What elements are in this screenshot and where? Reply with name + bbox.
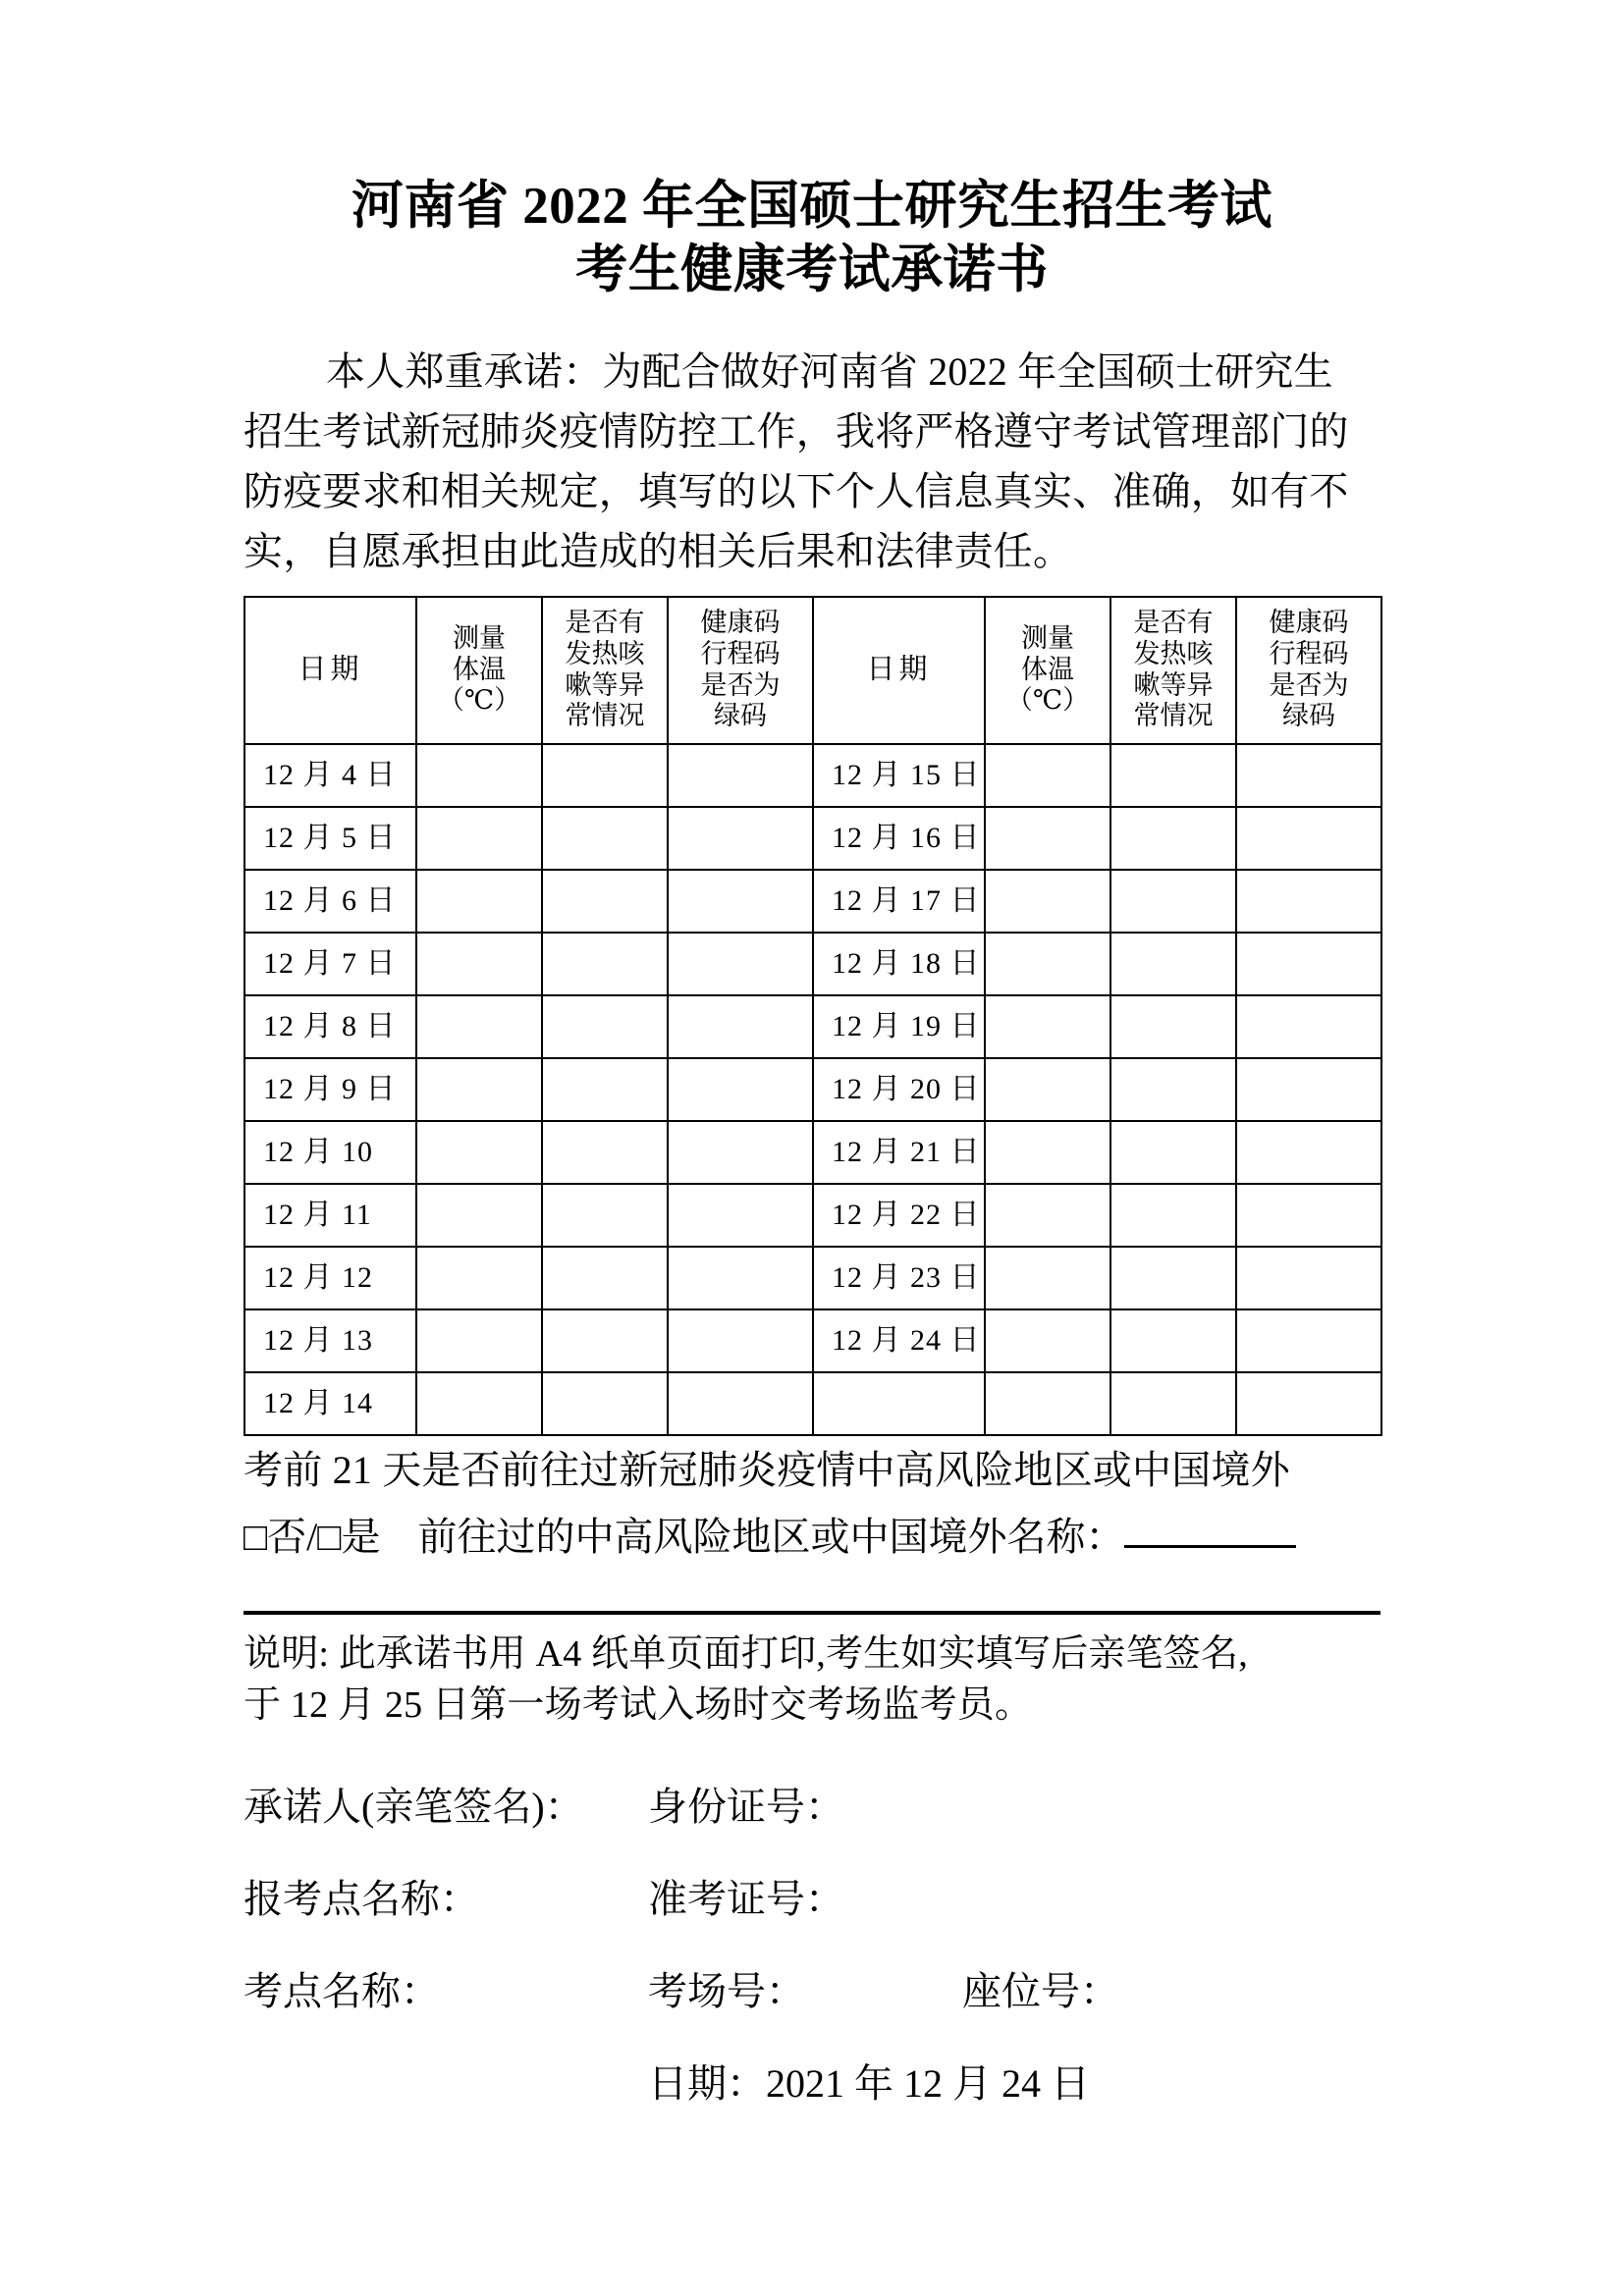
cell-healthcode-right[interactable] [1236, 1121, 1381, 1184]
intro-line-4: 实，自愿承担由此造成的相关后果和法律责任。 [244, 528, 1073, 573]
cell-symptoms-left[interactable] [542, 744, 668, 807]
cell-date-right: 12 月 23 日 [813, 1247, 985, 1309]
cell-symptoms-right[interactable] [1110, 744, 1236, 807]
cell-date-right: 12 月 17 日 [813, 870, 985, 933]
table-row [244, 1121, 1381, 1184]
table-row [244, 1058, 1381, 1121]
cell-date-right: 12 月 24 日 [813, 1309, 985, 1372]
travel-name-input[interactable] [1124, 1544, 1296, 1548]
cell-temp-right[interactable] [985, 1121, 1110, 1184]
cell-symptoms-left[interactable] [542, 1247, 668, 1309]
table-row [244, 1372, 1381, 1435]
header-temperature-right [985, 597, 1110, 744]
cell-healthcode-left[interactable] [668, 744, 813, 807]
cell-healthcode-right[interactable] [1236, 807, 1381, 870]
cell-temp-right[interactable] [985, 1247, 1110, 1309]
cell-symptoms-left[interactable] [542, 1121, 668, 1184]
header-sym-l4: 常情况 [565, 701, 645, 731]
title-line-1: 河南省 2022 年全国硕士研究生招生考试 [352, 178, 1272, 235]
cell-symptoms-right[interactable] [1110, 870, 1236, 933]
cell-date-right [813, 1372, 985, 1435]
header-temp-r3: （℃） [1005, 685, 1090, 716]
cell-date-left: 12 月 4 日 [244, 744, 416, 807]
cell-healthcode-left[interactable] [668, 807, 813, 870]
cell-date-right: 12 月 22 日 [813, 1184, 985, 1247]
cell-healthcode-right[interactable] [1236, 1058, 1381, 1121]
cell-temp-right[interactable] [985, 933, 1110, 995]
header-temp-l3: （℃） [437, 685, 521, 716]
header-temperature-left [416, 597, 542, 744]
cell-temp-left[interactable] [416, 1309, 542, 1372]
header-symptoms-left [542, 597, 668, 744]
travel-answer-row [244, 1509, 1380, 1566]
room-number-label: 考场号： [648, 1969, 805, 2014]
page-title [244, 0, 1380, 301]
cell-healthcode-right[interactable] [1236, 1247, 1381, 1309]
date-label: 日期： [648, 2061, 766, 2107]
cell-symptoms-left[interactable] [542, 933, 668, 995]
signature-row-3 [244, 1969, 1380, 2014]
table-row [244, 870, 1381, 933]
travel-question [244, 1442, 1380, 1499]
cell-temp-left[interactable] [416, 870, 542, 933]
header-temp-r1: 测量 [1021, 622, 1074, 653]
header-sym-l1: 是否有 [565, 607, 645, 637]
signature-row-date [244, 2061, 1380, 2107]
intro-paragraph [244, 343, 1380, 581]
cell-temp-left[interactable] [416, 807, 542, 870]
note-line-1: 说明: 此承诺书用 A4 纸单页面打印,考生如实填写后亲笔签名, [244, 1632, 1248, 1675]
signature-row-1 [244, 1785, 1380, 1830]
travel-name-prompt: 前往过的中高风险地区或中国境外名称： [417, 1514, 1125, 1559]
cell-temp-left[interactable] [416, 1372, 542, 1435]
document-content [244, 0, 1380, 2107]
spacer [244, 2064, 648, 2104]
cell-healthcode-left[interactable] [668, 1121, 813, 1184]
date-label-and-value [648, 2061, 1090, 2107]
header-healthcode-right [1236, 597, 1381, 744]
table-row [244, 1247, 1381, 1309]
header-sym-r4: 常情况 [1133, 701, 1214, 731]
cell-healthcode-right[interactable] [1236, 870, 1381, 933]
promiser-signature-label: 承诺人(亲笔签名)： [244, 1785, 584, 1830]
header-code-l1: 健康码 [700, 607, 781, 637]
table-row [244, 744, 1381, 807]
cell-healthcode-left[interactable] [668, 1184, 813, 1247]
cell-date-right: 12 月 16 日 [813, 807, 985, 870]
cell-date-right: 12 月 19 日 [813, 995, 985, 1058]
cell-temp-right[interactable] [985, 744, 1110, 807]
cell-date-left: 12 月 8 日 [244, 995, 416, 1058]
header-healthcode-left [668, 597, 813, 744]
cell-symptoms-right[interactable] [1110, 1058, 1236, 1121]
header-sym-l2: 发热咳 [565, 638, 645, 668]
header-temp-l1: 测量 [453, 622, 506, 653]
header-code-r4: 绿码 [1282, 701, 1335, 731]
signature-row-2 [244, 1877, 1380, 1922]
checkbox-no[interactable]: □否 [244, 1514, 307, 1559]
cell-temp-left[interactable] [416, 1058, 542, 1121]
header-code-l3: 是否为 [700, 669, 781, 700]
header-date-left: 日期 [244, 597, 416, 744]
cell-temp-left[interactable] [416, 1121, 542, 1184]
seat-number-label: 座位号： [962, 1969, 1119, 2014]
cell-temp-right[interactable] [985, 995, 1110, 1058]
cell-symptoms-left[interactable] [542, 1372, 668, 1435]
cell-symptoms-right[interactable] [1110, 1372, 1236, 1435]
cell-symptoms-right[interactable] [1110, 1121, 1236, 1184]
header-symptoms-right [1110, 597, 1236, 744]
intro-line-1-text: 本人郑重承诺：为配合做好河南省 2022 年全国硕士研究生 [326, 349, 1333, 395]
header-sym-r2: 发热咳 [1133, 638, 1214, 668]
cell-date-left: 12 月 5 日 [244, 807, 416, 870]
cell-symptoms-right[interactable] [1110, 1309, 1236, 1372]
header-code-r3: 是否为 [1269, 669, 1349, 700]
header-temp-r2: 体温 [1021, 654, 1074, 684]
cell-temp-right[interactable] [985, 1184, 1110, 1247]
cell-date-right: 12 月 15 日 [813, 744, 985, 807]
table-header-row [244, 597, 1381, 744]
date-value: 2021 年 12 月 24 日 [766, 2061, 1090, 2107]
table-row [244, 1184, 1381, 1247]
id-number-label: 身份证号： [648, 1785, 844, 1830]
cell-symptoms-left[interactable] [542, 995, 668, 1058]
table-row [244, 807, 1381, 870]
cell-temp-right[interactable] [985, 870, 1110, 933]
cell-healthcode-left[interactable] [668, 933, 813, 995]
header-date-right: 日期 [813, 597, 985, 744]
cell-healthcode-left[interactable] [668, 1309, 813, 1372]
intro-line-1 [244, 343, 1380, 402]
cell-healthcode-left[interactable] [668, 995, 813, 1058]
cell-temp-right[interactable] [985, 1058, 1110, 1121]
cell-symptoms-right[interactable] [1110, 995, 1236, 1058]
note-line-2: 于 12 月 25 日第一场考试入场时交考场监考员。 [244, 1683, 1033, 1726]
table-row [244, 1309, 1381, 1372]
cell-healthcode-right[interactable] [1236, 933, 1381, 995]
cell-healthcode-right[interactable] [1236, 744, 1381, 807]
cell-symptoms-left[interactable] [542, 870, 668, 933]
checkbox-separator: / [306, 1514, 318, 1559]
health-monitoring-table [244, 596, 1382, 1436]
header-code-l4: 绿码 [714, 701, 767, 731]
table-row [244, 995, 1381, 1058]
signature-block [244, 1785, 1380, 2107]
cell-symptoms-right[interactable] [1110, 1184, 1236, 1247]
cell-date-left: 12 月 7 日 [244, 933, 416, 995]
cell-date-left: 12 月 9 日 [244, 1058, 416, 1121]
cell-date-left: 12 月 11 [244, 1184, 416, 1247]
cell-healthcode-left[interactable] [668, 1247, 813, 1309]
cell-date-left: 12 月 6 日 [244, 870, 416, 933]
cell-healthcode-right[interactable] [1236, 1184, 1381, 1247]
cell-temp-left[interactable] [416, 995, 542, 1058]
cell-symptoms-left[interactable] [542, 807, 668, 870]
title-line-2: 考生健康考试承诺书 [575, 240, 1049, 298]
cell-temp-left[interactable] [416, 933, 542, 995]
cell-date-left: 12 月 13 [244, 1309, 416, 1372]
cell-symptoms-left[interactable] [542, 1309, 668, 1372]
cell-symptoms-right[interactable] [1110, 1247, 1236, 1309]
cell-symptoms-right[interactable] [1110, 807, 1236, 870]
cell-healthcode-right[interactable] [1236, 1309, 1381, 1372]
cell-symptoms-left[interactable] [542, 1184, 668, 1247]
table-body [244, 744, 1381, 1435]
intro-line-3: 防疫要求和相关规定，填写的以下个人信息真实、准确，如有不 [244, 468, 1349, 513]
cell-healthcode-left[interactable] [668, 870, 813, 933]
header-temp-l2: 体温 [453, 654, 506, 684]
header-sym-r3: 嗽等异 [1133, 669, 1214, 700]
table-row [244, 933, 1381, 995]
cell-symptoms-left[interactable] [542, 1058, 668, 1121]
header-code-l2: 行程码 [700, 638, 781, 668]
cell-temp-left[interactable] [416, 1184, 542, 1247]
cell-temp-right[interactable] [985, 1309, 1110, 1372]
cell-healthcode-right[interactable] [1236, 1372, 1381, 1435]
travel-question-text: 考前 21 天是否前往过新冠肺炎疫情中高风险地区或中国境外 [244, 1447, 1290, 1492]
cell-healthcode-right[interactable] [1236, 995, 1381, 1058]
cell-temp-left[interactable] [416, 744, 542, 807]
section-divider [244, 1611, 1380, 1615]
cell-date-right: 12 月 20 日 [813, 1058, 985, 1121]
header-sym-r1: 是否有 [1133, 607, 1214, 637]
test-center-name-label: 考点名称： [244, 1969, 440, 2014]
cell-date-right: 12 月 21 日 [813, 1121, 985, 1184]
cell-temp-left[interactable] [416, 1247, 542, 1309]
cell-date-left: 12 月 10 [244, 1121, 416, 1184]
cell-date-left: 12 月 12 [244, 1247, 416, 1309]
intro-line-2: 招生考试新冠肺炎疫情防控工作，我将严格遵守考试管理部门的 [244, 409, 1349, 454]
instructions-note [244, 1629, 1380, 1732]
header-code-r2: 行程码 [1269, 638, 1349, 668]
exam-site-name-label: 报考点名称： [244, 1877, 479, 1922]
cell-symptoms-right[interactable] [1110, 933, 1236, 995]
cell-temp-right[interactable] [985, 1372, 1110, 1435]
checkbox-yes[interactable]: □是 [317, 1514, 381, 1559]
admission-ticket-label: 准考证号： [648, 1877, 844, 1922]
header-code-r1: 健康码 [1269, 607, 1349, 637]
cell-date-left: 12 月 14 [244, 1372, 416, 1435]
cell-temp-right[interactable] [985, 807, 1110, 870]
cell-healthcode-left[interactable] [668, 1372, 813, 1435]
cell-healthcode-left[interactable] [668, 1058, 813, 1121]
header-sym-l3: 嗽等异 [565, 669, 645, 700]
cell-date-right: 12 月 18 日 [813, 933, 985, 995]
